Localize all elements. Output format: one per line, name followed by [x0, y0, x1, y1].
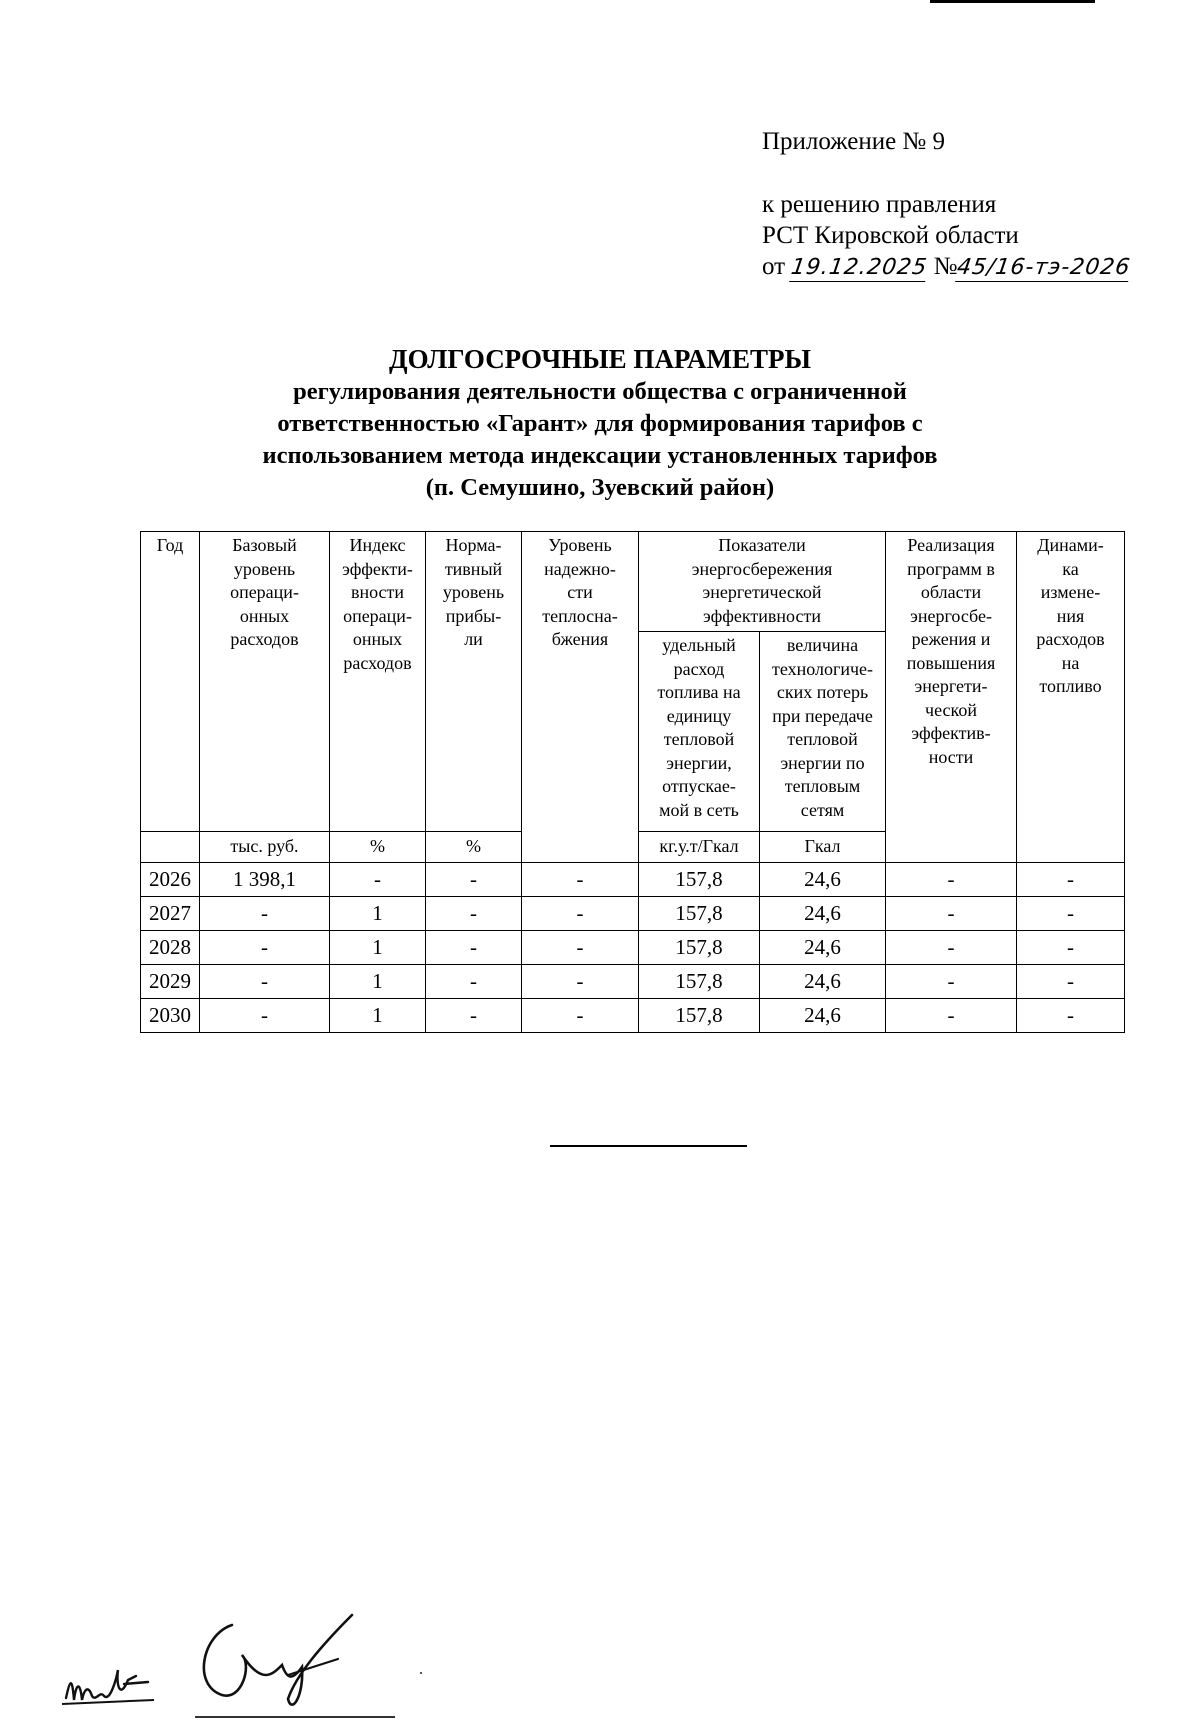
bottom-edge-line	[195, 1716, 395, 1718]
header-line: энергосбе-	[910, 605, 992, 626]
title-line-1: регулирования деятельности общества с ограниченной	[293, 378, 907, 405]
cell-profit-level: -	[426, 999, 522, 1033]
header-losses	[760, 632, 886, 832]
table-row	[141, 863, 1125, 897]
header-line: онных	[352, 629, 403, 649]
handwritten-decision-number: 45/16-тэ-2026	[955, 255, 1133, 280]
header-line: расходов	[343, 652, 412, 673]
signature-drawing	[192, 1605, 362, 1715]
signature	[192, 1605, 362, 1715]
cell-efficiency-index: 1	[330, 897, 426, 931]
header-line: операци-	[343, 605, 412, 626]
cell-fuel-dynamics: -	[1017, 897, 1125, 931]
header-line: уровень	[442, 582, 505, 602]
header-line: измене-	[1040, 582, 1101, 602]
header-fuel-rate	[639, 632, 760, 832]
annex-number: Приложение № 9	[762, 128, 946, 155]
header-line: тепловой	[663, 729, 735, 749]
cell-efficiency-index: 1	[330, 931, 426, 965]
header-line: энергии,	[666, 752, 732, 773]
cell-base-level: -	[200, 965, 330, 999]
header-line: теплосна-	[542, 605, 618, 626]
table-row	[141, 965, 1125, 999]
title-line-4: (п. Семушино, Зуевский район)	[425, 474, 775, 501]
header-line: ческой	[925, 699, 977, 720]
annex-date-line	[762, 251, 1131, 282]
header-line: эффективности	[703, 605, 821, 626]
header-line: на	[1061, 652, 1080, 673]
header-year: Год	[141, 532, 200, 832]
title-line-2: ответственностью «Гарант» для формирования тарифов с	[277, 410, 923, 437]
header-line: вности	[350, 582, 405, 602]
header-line: расходов	[1036, 629, 1105, 649]
header-line: режения и	[911, 629, 991, 649]
cell-programs: -	[886, 863, 1017, 897]
cell-losses: 24,6	[760, 863, 886, 897]
cell-efficiency-index: 1	[330, 965, 426, 999]
cell-losses: 24,6	[760, 897, 886, 931]
cell-profit-level: -	[426, 897, 522, 931]
header-line: операци-	[230, 582, 299, 602]
cell-losses: 24,6	[760, 931, 886, 965]
header-line: мой в сеть	[659, 799, 739, 820]
top-edge-line	[930, 0, 1095, 3]
header-line: Норма-	[445, 535, 502, 555]
cell-year: 2030	[141, 999, 200, 1033]
cell-reliability: -	[522, 965, 639, 999]
header-line: бжения	[551, 629, 609, 649]
cell-fuel-dynamics: -	[1017, 999, 1125, 1033]
header-line: расходов	[230, 629, 299, 649]
table-row	[141, 931, 1125, 965]
cell-fuel-rate: 157,8	[639, 999, 760, 1033]
cell-fuel-rate: 157,8	[639, 897, 760, 931]
header-line: единицу	[666, 705, 732, 726]
header-line: ских потерь	[776, 682, 869, 702]
header-line: топливо	[1039, 676, 1102, 696]
cell-reliability: -	[522, 863, 639, 897]
cell-fuel-dynamics: -	[1017, 965, 1125, 999]
unit-efficiency-index: %	[330, 832, 426, 863]
header-line: энергетической	[702, 582, 822, 602]
header-fuel-dynamics	[1017, 532, 1125, 863]
parameters-table	[140, 531, 1125, 1033]
header-line: эффекти-	[342, 558, 413, 579]
title-main: ДОЛГОСРОЧНЫЕ ПАРАМЕТРЫ	[389, 344, 811, 374]
header-energy-group	[639, 532, 886, 632]
header-line: Индекс	[349, 535, 406, 555]
cell-fuel-rate: 157,8	[639, 931, 760, 965]
header-line: Реализация	[907, 535, 995, 555]
cell-programs: -	[886, 965, 1017, 999]
annex-to-decision: к решению правления	[762, 191, 997, 218]
end-separator-line	[550, 1145, 747, 1147]
unit-base-level: тыс. руб.	[200, 832, 330, 863]
number-sign: №	[933, 253, 958, 280]
header-line: энергии по	[780, 752, 865, 773]
cell-programs: -	[886, 999, 1017, 1033]
header-line: отпускае-	[662, 776, 736, 796]
header-line: технологиче-	[771, 658, 874, 679]
header-reliability	[522, 532, 639, 863]
cell-year: 2026	[141, 863, 200, 897]
title-line-3: использованием метода индексации установленных тарифов	[262, 442, 938, 469]
header-line: повышения	[906, 652, 996, 673]
header-line: программ в	[907, 558, 995, 579]
cell-profit-level: -	[426, 931, 522, 965]
table-body	[141, 863, 1125, 1033]
cell-efficiency-index: 1	[330, 999, 426, 1033]
header-line: удельный	[662, 635, 736, 655]
header-line: тепловой	[787, 729, 858, 749]
header-line: эффектив-	[911, 723, 991, 743]
header-base-level	[200, 532, 330, 832]
header-line: надежно-	[544, 558, 616, 579]
cell-base-level: -	[200, 931, 330, 965]
header-line: онных	[239, 605, 290, 626]
header-line: Базовый	[232, 535, 297, 555]
annex-block	[762, 126, 1131, 282]
header-line: расход	[673, 658, 725, 679]
header-line: тивный	[444, 558, 503, 579]
cell-base-level: 1 398,1	[200, 863, 330, 897]
header-profit-level	[426, 532, 522, 832]
cell-reliability: -	[522, 999, 639, 1033]
cell-year: 2028	[141, 931, 200, 965]
initials-signature	[58, 1640, 168, 1710]
unit-fuel-rate: кг.у.т/Гкал	[639, 832, 760, 863]
cell-fuel-dynamics: -	[1017, 863, 1125, 897]
header-line: Уровень	[548, 535, 612, 555]
cell-base-level: -	[200, 897, 330, 931]
header-line: ния	[1056, 605, 1085, 626]
header-line: сти	[567, 582, 593, 602]
document-title	[140, 342, 1060, 504]
cell-fuel-rate: 157,8	[639, 863, 760, 897]
cell-reliability: -	[522, 931, 639, 965]
unit-year	[141, 832, 200, 863]
cell-profit-level: -	[426, 863, 522, 897]
cell-base-level: -	[200, 999, 330, 1033]
header-line: Динами-	[1037, 535, 1104, 555]
annex-org: РСТ Кировской области	[762, 222, 1019, 249]
table-row	[141, 999, 1125, 1033]
header-line: величина	[786, 635, 859, 655]
header-line: области	[920, 582, 982, 602]
unit-losses: Гкал	[760, 832, 886, 863]
cell-year: 2027	[141, 897, 200, 931]
header-line: ка	[1062, 558, 1079, 579]
cell-losses: 24,6	[760, 965, 886, 999]
cell-efficiency-index: -	[330, 863, 426, 897]
cell-programs: -	[886, 897, 1017, 931]
date-prefix: от	[762, 253, 786, 280]
cell-year: 2029	[141, 965, 200, 999]
header-line: энергети-	[914, 676, 988, 696]
header-line: прибы-	[445, 605, 502, 626]
unit-profit-level: %	[426, 832, 522, 863]
header-line: ли	[464, 629, 483, 649]
initials-signature-drawing	[58, 1640, 168, 1710]
header-line: топлива на	[657, 682, 741, 702]
header-line: Показатели	[718, 535, 806, 555]
header-line: сетям	[800, 799, 845, 820]
header-line: уровень	[233, 558, 296, 579]
header-line: тепловым	[784, 776, 861, 796]
header-line: при передаче	[772, 705, 873, 726]
header-efficiency-index	[330, 532, 426, 832]
stray-dot	[420, 1672, 422, 1674]
cell-losses: 24,6	[760, 999, 886, 1033]
cell-programs: -	[886, 931, 1017, 965]
cell-reliability: -	[522, 897, 639, 931]
cell-fuel-rate: 157,8	[639, 965, 760, 999]
cell-fuel-dynamics: -	[1017, 931, 1125, 965]
cell-profit-level: -	[426, 965, 522, 999]
table-row	[141, 897, 1125, 931]
header-line: ности	[928, 746, 974, 767]
header-line: энергосбережения	[691, 558, 833, 579]
header-programs	[886, 532, 1017, 863]
handwritten-date: 19.12.2025	[789, 255, 930, 280]
